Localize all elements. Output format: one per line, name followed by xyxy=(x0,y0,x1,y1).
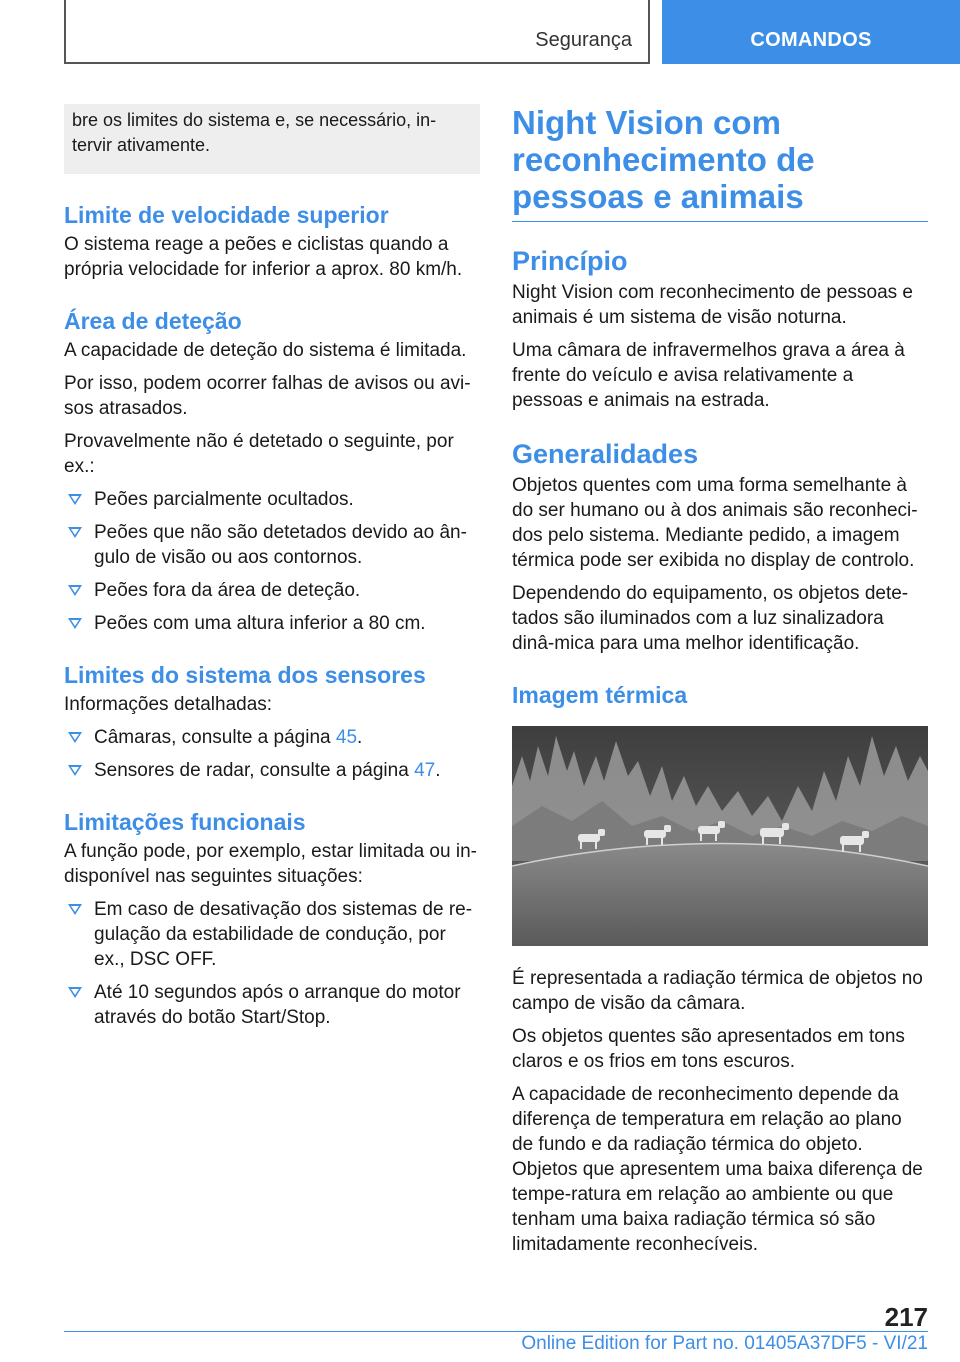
speed-limit-text: O sistema reage a peões e ciclistas quando a própria velocidade for inferior a aprox. 80 km/h. xyxy=(64,234,463,280)
thermal-p2: Os objetos quentes são apresentados em tons claros e os frios em tons escuros. xyxy=(512,1026,905,1072)
functional-limits-intro: A função pode, por exemplo, estar limitada ou in-disponível nas seguintes situações: xyxy=(64,841,477,887)
note-box: bre os limites do sistema e, se necessário, in-tervir ativamente. xyxy=(64,104,480,174)
list-item: Até 10 segundos após o arranque do motor através do botão Start/Stop. xyxy=(64,980,480,1030)
page-link-radar[interactable]: 47 xyxy=(414,760,436,781)
principle-heading: Princípio xyxy=(512,246,628,276)
thermal-image-heading: Imagem térmica xyxy=(512,682,688,708)
principle-p2: Uma câmara de infravermelhos grava a área à frente do veículo e avisa relativamente a pessoas e animais na estrada. xyxy=(512,340,905,411)
footer-edition: Online Edition for Part no. 01405A37DF5 - VI/21 xyxy=(521,1333,928,1354)
functional-limits-list xyxy=(64,897,480,1030)
list-item: Sensores de radar, consulte a página 47. xyxy=(64,758,480,783)
bullet-triangle-icon xyxy=(68,765,82,776)
sensor-limits-intro: Informações detalhadas: xyxy=(64,694,273,715)
sensor-limits-list xyxy=(64,725,480,783)
road-surface xyxy=(512,844,928,947)
list-item: Câmaras, consulte a página 45. xyxy=(64,725,480,750)
page-title: Night Vision com reconhecimento de pessoas e animais xyxy=(512,104,928,222)
bullet-triangle-icon xyxy=(68,618,82,629)
list-item: Peões que não são detetados devido ao ân-gulo de visão ou aos contornos. xyxy=(64,520,480,570)
bullet-triangle-icon xyxy=(68,494,82,505)
detection-area-list xyxy=(64,487,480,636)
chapter-tab[interactable]: COMANDOS xyxy=(662,0,960,64)
thermal-p1: É representada a radiação térmica de objetos no campo de visão da câmara. xyxy=(512,968,923,1014)
list-item: Peões com uma altura inferior a 80 cm. xyxy=(64,611,480,636)
bullet-triangle-icon xyxy=(68,904,82,915)
detection-area-p2: Por isso, podem ocorrer falhas de avisos ou avi-sos atrasados. xyxy=(64,373,471,419)
page-number: 217 xyxy=(884,1302,928,1332)
bullet-triangle-icon xyxy=(68,987,82,998)
principle-p1: Night Vision com reconhecimento de pessoas e animais é um sistema de visão noturna. xyxy=(512,282,913,328)
list-item: Peões fora da área de deteção. xyxy=(64,578,480,603)
list-item: Peões parcialmente ocultados. xyxy=(64,487,480,512)
general-p1: Objetos quentes com uma forma semelhante à do ser humano ou à dos animais são reconheci-dos pelo sistema. Mediante pedido, a imagem térmica pode ser exibida no display de controlo. xyxy=(512,475,918,571)
general-p2: Dependendo do equipamento, os objetos dete-tados são iluminados com a luz sinalizadora dinâ-mica para uma melhor identificação. xyxy=(512,583,909,654)
detection-area-heading: Área de deteção xyxy=(64,308,242,334)
thermal-p3: A capacidade de reconhecimento depende da diferença de temperatura em relação ao plano de fundo e da radiação térmica do objeto. Objetos que apresentem uma baixa diferença de tempe-ratura em relação ao ambiente ou que tenham uma baixa radiação térmica só são limitadamente reconhecíveis. xyxy=(512,1084,923,1255)
header-frame xyxy=(64,0,650,64)
thermal-image xyxy=(512,726,928,946)
right-column xyxy=(512,104,928,1265)
detection-area-p3: Provavelmente não é detetado o seguinte, por ex.: xyxy=(64,431,454,477)
footer-divider xyxy=(64,1331,928,1332)
functional-limits-heading: Limitações funcionais xyxy=(64,809,306,835)
sensor-limits-heading: Limites do sistema dos sensores xyxy=(64,662,426,688)
section-title: Segurança xyxy=(535,29,632,51)
list-item: Em caso de desativação dos sistemas de re-gulação da estabilidade de condução, por ex., DSC OFF. xyxy=(64,897,480,972)
left-column xyxy=(64,104,480,1038)
bullet-triangle-icon xyxy=(68,527,82,538)
bullet-triangle-icon xyxy=(68,585,82,596)
bullet-triangle-icon xyxy=(68,732,82,743)
speed-limit-heading: Limite de velocidade superior xyxy=(64,202,389,228)
page-link-cameras[interactable]: 45 xyxy=(335,727,358,748)
detection-area-p1: A capacidade de deteção do sistema é limitada. xyxy=(64,340,467,361)
general-heading: Generalidades xyxy=(512,439,699,469)
